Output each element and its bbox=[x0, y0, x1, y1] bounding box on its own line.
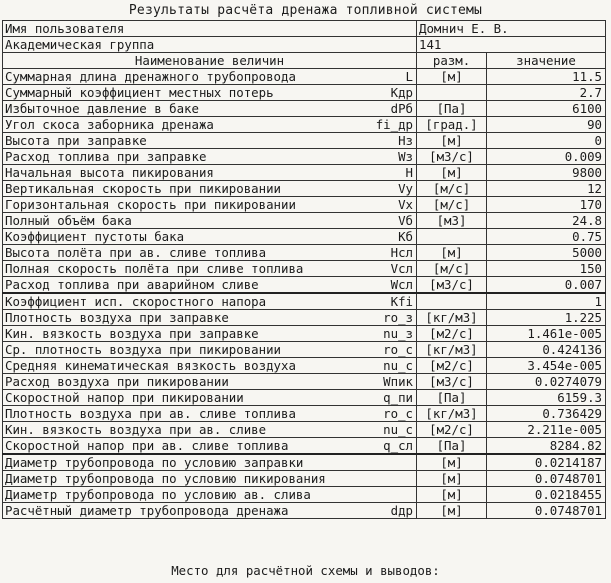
quantity-unit: [м3/с] bbox=[417, 374, 487, 390]
quantity-value: 0.0274079 bbox=[487, 374, 606, 390]
table-row bbox=[3, 471, 606, 487]
quantity-name: Суммарная длина дренажного трубопровода bbox=[3, 69, 355, 85]
quantity-symbol: Hсл bbox=[355, 245, 417, 261]
table-row bbox=[3, 197, 606, 213]
quantity-value: 11.5 bbox=[487, 69, 606, 85]
user-row bbox=[3, 21, 606, 37]
quantity-value: 0 bbox=[487, 133, 606, 149]
quantity-value: 0.0748701 bbox=[487, 471, 606, 487]
table-row bbox=[3, 293, 606, 310]
quantity-value: 6159.3 bbox=[487, 390, 606, 406]
quantity-unit: [м] bbox=[417, 487, 487, 503]
quantity-unit bbox=[417, 85, 487, 101]
quantity-name: Кин. вязкость воздуха при ав. сливе bbox=[3, 422, 355, 438]
group-row bbox=[3, 37, 606, 53]
quantity-value: 12 bbox=[487, 181, 606, 197]
quantity-symbol: Vб bbox=[355, 213, 417, 229]
quantity-name: Избыточное давление в баке bbox=[3, 101, 355, 117]
sheet-title: Результаты расчёта дренажа топливной системы bbox=[128, 3, 483, 18]
quantity-value: 0.0214187 bbox=[487, 454, 606, 471]
quantity-name: Горизонтальная скорость при пикировании bbox=[3, 197, 355, 213]
header-row bbox=[3, 53, 606, 69]
header-value: значение bbox=[487, 53, 606, 69]
quantity-value: 150 bbox=[487, 261, 606, 277]
quantity-name: Угол скоса заборника дренажа bbox=[3, 117, 355, 133]
quantity-symbol: Wсл bbox=[355, 277, 417, 294]
header-unit: разм. bbox=[417, 53, 487, 69]
table-row bbox=[3, 117, 606, 133]
table-row bbox=[3, 406, 606, 422]
quantity-value: 1 bbox=[487, 293, 606, 310]
quantity-symbol: Wз bbox=[355, 149, 417, 165]
quantity-symbol: q_пи bbox=[355, 390, 417, 406]
quantity-unit: [м2/с] bbox=[417, 358, 487, 374]
quantity-name: Полная скорость полёта при сливе топлива bbox=[3, 261, 355, 277]
table-row bbox=[3, 245, 606, 261]
table-row bbox=[3, 261, 606, 277]
quantity-unit: [м] bbox=[417, 165, 487, 181]
quantity-symbol: L bbox=[355, 69, 417, 85]
group-label: Академическая группа bbox=[3, 37, 417, 53]
table-row bbox=[3, 326, 606, 342]
quantity-unit: [кг/м3] bbox=[417, 342, 487, 358]
quantity-name: Суммарный коэффициент местных потерь bbox=[3, 85, 355, 101]
quantity-symbol: Hз bbox=[355, 133, 417, 149]
quantity-value: 1.225 bbox=[487, 310, 606, 326]
quantity-symbol: nu_c bbox=[355, 422, 417, 438]
quantity-name: Полный объём бака bbox=[3, 213, 355, 229]
quantity-name: Плотность воздуха при заправке bbox=[3, 310, 355, 326]
quantity-name: Кин. вязкость воздуха при заправке bbox=[3, 326, 355, 342]
table-row bbox=[3, 487, 606, 503]
quantity-unit bbox=[417, 229, 487, 245]
user-label: Имя пользователя bbox=[3, 21, 417, 37]
quantity-value: 5000 bbox=[487, 245, 606, 261]
quantity-value: 0.009 bbox=[487, 149, 606, 165]
quantity-unit: [м] bbox=[417, 454, 487, 471]
table-row bbox=[3, 85, 606, 101]
quantity-unit: [кг/м3] bbox=[417, 406, 487, 422]
quantity-unit: [м3/с] bbox=[417, 277, 487, 294]
quantity-value: 0.75 bbox=[487, 229, 606, 245]
quantity-value: 2.211e-005 bbox=[487, 422, 606, 438]
quantity-unit: [м3/с] bbox=[417, 149, 487, 165]
quantity-name: Коэффициент пустоты бака bbox=[3, 229, 355, 245]
quantity-name: Расход топлива при аварийном сливе bbox=[3, 277, 355, 294]
quantity-unit: [м3] bbox=[417, 213, 487, 229]
quantity-name: Диаметр трубопровода по условию заправки bbox=[3, 454, 355, 471]
quantity-unit: [м2/с] bbox=[417, 422, 487, 438]
table-row bbox=[3, 69, 606, 85]
quantity-symbol bbox=[355, 454, 417, 471]
table-row bbox=[3, 310, 606, 326]
quantity-symbol: Wпик bbox=[355, 374, 417, 390]
table-row bbox=[3, 390, 606, 406]
quantity-name: Высота полёта при ав. сливе топлива bbox=[3, 245, 355, 261]
group-value: 141 bbox=[417, 37, 606, 53]
quantity-name: Скоростной напор при ав. сливе топлива bbox=[3, 438, 355, 455]
quantity-name: Ср. плотность воздуха при пикировании bbox=[3, 342, 355, 358]
quantity-unit: [м/с] bbox=[417, 197, 487, 213]
quantity-symbol bbox=[355, 471, 417, 487]
table-row bbox=[3, 277, 606, 294]
quantity-name: Расход воздуха при пикировании bbox=[3, 374, 355, 390]
quantity-unit: [кг/м3] bbox=[417, 310, 487, 326]
quantity-name: Диаметр трубопровода по условию ав. слива bbox=[3, 487, 355, 503]
quantity-value: 3.454e-005 bbox=[487, 358, 606, 374]
table-row bbox=[3, 181, 606, 197]
quantity-value: 2.7 bbox=[487, 85, 606, 101]
quantity-symbol: nu_c bbox=[355, 358, 417, 374]
quantity-value: 170 bbox=[487, 197, 606, 213]
quantity-value: 9800 bbox=[487, 165, 606, 181]
table-row bbox=[3, 503, 606, 519]
quantity-unit bbox=[417, 293, 487, 310]
quantity-value: 24.8 bbox=[487, 213, 606, 229]
quantity-name: Высота при заправке bbox=[3, 133, 355, 149]
quantity-unit: [м] bbox=[417, 471, 487, 487]
quantity-symbol: Vсл bbox=[355, 261, 417, 277]
footer-note: Место для расчётной схемы и выводов: bbox=[171, 563, 440, 578]
table-row bbox=[3, 213, 606, 229]
quantity-name: Средняя кинематическая вязкость воздуха bbox=[3, 358, 355, 374]
quantity-unit: [м] bbox=[417, 69, 487, 85]
quantity-symbol: ro_з bbox=[355, 310, 417, 326]
quantity-unit: [Па] bbox=[417, 438, 487, 455]
quantity-symbol: Kб bbox=[355, 229, 417, 245]
table-row bbox=[3, 422, 606, 438]
quantity-unit: [м/с] bbox=[417, 181, 487, 197]
table-row bbox=[3, 358, 606, 374]
quantity-name: Расчётный диаметр трубопровода дренажа bbox=[3, 503, 355, 519]
quantity-name: Плотность воздуха при ав. сливе топлива bbox=[3, 406, 355, 422]
table-row bbox=[3, 149, 606, 165]
quantity-symbol: q_сл bbox=[355, 438, 417, 455]
quantity-unit: [град.] bbox=[417, 117, 487, 133]
table-row bbox=[3, 374, 606, 390]
quantity-symbol: Kfi bbox=[355, 293, 417, 310]
quantity-unit: [м] bbox=[417, 503, 487, 519]
quantity-symbol: nu_з bbox=[355, 326, 417, 342]
quantity-name: Коэффициент исп. скоростного напора bbox=[3, 293, 355, 310]
quantity-symbol: dPб bbox=[355, 101, 417, 117]
quantity-name: Вертикальная скорость при пикировании bbox=[3, 181, 355, 197]
quantity-symbol: fi_др bbox=[355, 117, 417, 133]
table-row bbox=[3, 454, 606, 471]
quantity-value: 6100 bbox=[487, 101, 606, 117]
quantity-name: Расход топлива при заправке bbox=[3, 149, 355, 165]
quantity-symbol bbox=[355, 487, 417, 503]
quantity-name: Начальная высота пикирования bbox=[3, 165, 355, 181]
quantity-symbol: Kдр bbox=[355, 85, 417, 101]
quantity-unit: [Па] bbox=[417, 390, 487, 406]
quantity-symbol: H bbox=[355, 165, 417, 181]
quantity-value: 1.461e-005 bbox=[487, 326, 606, 342]
quantity-symbol: Vx bbox=[355, 197, 417, 213]
quantity-name: Диаметр трубопровода по условию пикирования bbox=[3, 471, 355, 487]
results-table bbox=[2, 20, 606, 519]
quantity-symbol: dдр bbox=[355, 503, 417, 519]
quantity-unit: [Па] bbox=[417, 101, 487, 117]
quantity-value: 0.0748701 bbox=[487, 503, 606, 519]
quantity-value: 0.007 bbox=[487, 277, 606, 294]
quantity-unit: [м] bbox=[417, 133, 487, 149]
quantity-unit: [м] bbox=[417, 245, 487, 261]
table-row bbox=[3, 133, 606, 149]
quantity-value: 90 bbox=[487, 117, 606, 133]
quantity-symbol: ro_c bbox=[355, 342, 417, 358]
quantity-value: 0.736429 bbox=[487, 406, 606, 422]
table-row bbox=[3, 165, 606, 181]
table-row bbox=[3, 229, 606, 245]
quantity-unit: [м/с] bbox=[417, 261, 487, 277]
quantity-unit: [м2/с] bbox=[417, 326, 487, 342]
quantity-symbol: Vy bbox=[355, 181, 417, 197]
table-row bbox=[3, 438, 606, 455]
quantity-symbol: ro_c bbox=[355, 406, 417, 422]
table-row bbox=[3, 342, 606, 358]
quantity-value: 8284.82 bbox=[487, 438, 606, 455]
header-name: Наименование величин bbox=[3, 53, 417, 69]
quantity-name: Скоростной напор при пикировании bbox=[3, 390, 355, 406]
table-row bbox=[3, 101, 606, 117]
quantity-value: 0.0218455 bbox=[487, 487, 606, 503]
quantity-value: 0.424136 bbox=[487, 342, 606, 358]
user-value: Домнич Е. В. bbox=[417, 21, 606, 37]
